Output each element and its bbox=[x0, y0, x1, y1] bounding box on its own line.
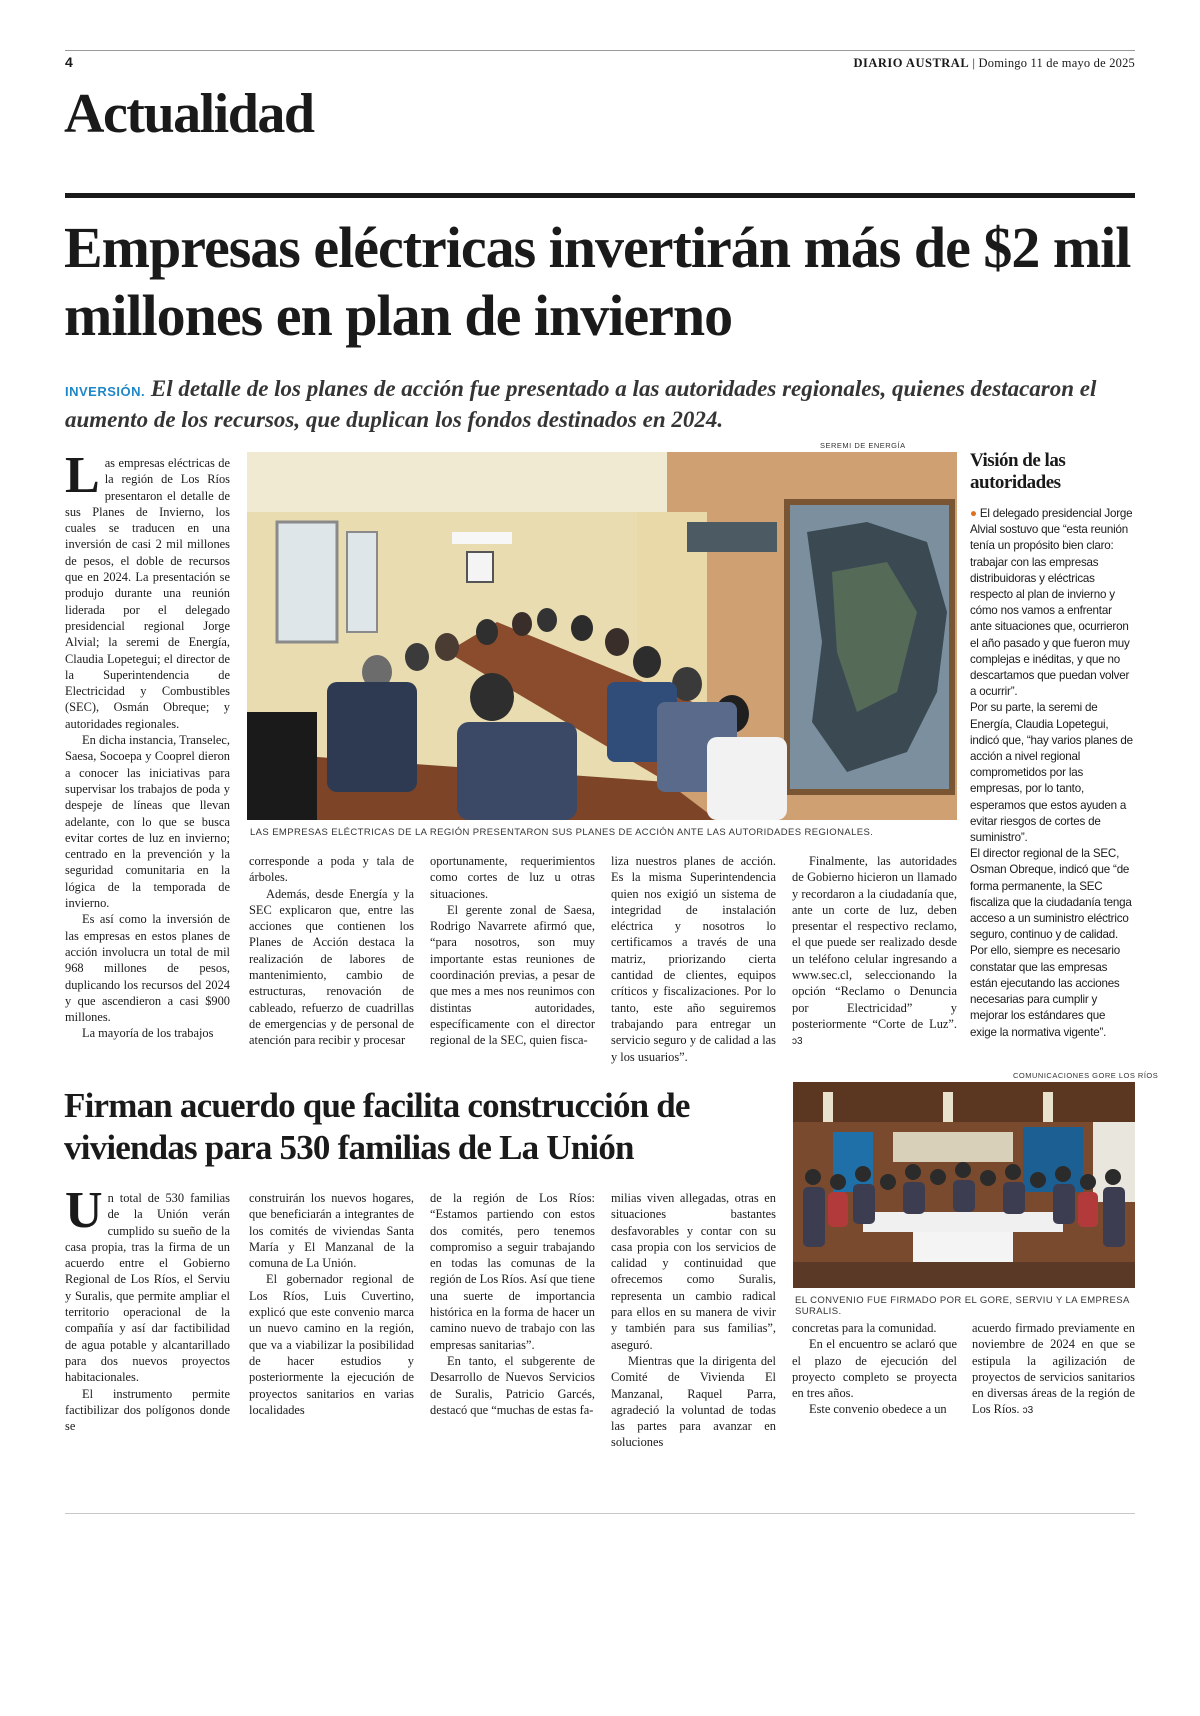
article2-paragraph: milias viven allegadas, otras en situaciones bastantes desfavorables y contar con su casa propia con los servicios de calidad y continuidad que ofrecemos como Suralis, representa un cambio radical para ellos en su manera de vivir y también para sus familias”, aseguró. bbox=[611, 1191, 776, 1352]
article1-deck-text: El detalle de los planes de acción fue presentado a las autoridades regionales, quienes destacaron el aumento de los recursos, que duplican los fondos destinados en 2024. bbox=[65, 376, 1097, 432]
signing-ceremony-photo bbox=[793, 1082, 1135, 1288]
dateline bbox=[853, 56, 1135, 71]
article2-paragraph: Mientras que la dirigenta del Comité de Vivienda El Manzanal, Raquel Parra, agradeció la voluntad de todas las partes para avanzar en soluciones bbox=[611, 1353, 776, 1450]
sidebar-paragraph: Por su parte, la seremi de Energía, Claudia Lopetegui, indicó que, “hay varios planes de acción a nivel regional comprometidos por las empresas, por lo tanto, esperamos que estos ayuden a evitar riesgos de cortes de suministro”. bbox=[970, 701, 1133, 845]
bullet-icon: ● bbox=[970, 507, 977, 520]
end-mark-icon: ↄ3 bbox=[792, 1036, 803, 1048]
article2-photo-credit: COMUNICACIONES GORE LOS RÍOS bbox=[1013, 1071, 1159, 1080]
article2-paragraph: En tanto, el subgerente de Desarrollo de Nuevos Servicios de Suralis, Patricio Garcés, destacó que “muchas de estas fa- bbox=[430, 1353, 595, 1417]
article1-headline: Empresas eléctricas invertirán más de $2 mil millones en plan de invierno bbox=[64, 215, 1131, 348]
article2-column-3 bbox=[430, 1190, 595, 1418]
article1-paragraph: oportunamente, requerimientos como cortes de luz u otras situaciones. bbox=[430, 854, 595, 901]
article2-column-6 bbox=[972, 1320, 1135, 1420]
article1-column-1 bbox=[65, 447, 230, 1042]
article2-paragraph: El gobernador regional de Los Ríos, Luis Cuvertino, explicó que este convenio marca un nuevo camino en la región, que va a viabilizar la posibilidad de hacer estudios y posteriormente la ejecución de proyectos sanitarios en varias localidades bbox=[249, 1272, 414, 1417]
article2-dropcap: U bbox=[65, 1182, 103, 1239]
dateline-separator: | bbox=[972, 56, 976, 70]
article1-paragraph: Además, desde Energía y la SEC explicaron que, entre las acciones que contienen los Planes de Acción destaca la realización de labores de mantenimiento, cambio de estructuras, renovación de cableado, refuerzo de cuadrillas de emergencias y de personal de atención para recibir y procesar bbox=[249, 886, 414, 1048]
sidebar-paragraph: El director regional de la SEC, Osman Obreque, indicó que “de forma permanente, la SEC fiscaliza que la ciudadanía tenga acceso a un suministro eléctrico seguro, continuo y de calidad. Por ello, siempre es necesario constatar que las empresas están ejecutando las acciones necesarias para cumplir y mejorar los estándares que exige la normativa vigente”. bbox=[970, 847, 1132, 1039]
sidebar-title: Visión de las autoridades bbox=[970, 450, 1066, 493]
meeting-room-photo bbox=[247, 452, 957, 820]
page-number: 4 bbox=[65, 54, 73, 70]
article2-photo bbox=[793, 1082, 1135, 1288]
article1-photo-credit: SEREMI DE ENERGÍA bbox=[820, 441, 906, 450]
bottom-rule bbox=[65, 1513, 1135, 1514]
top-rule bbox=[65, 50, 1135, 51]
article1-paragraph: El gerente zonal de Saesa, Rodrigo Navarrete afirmó que, “para nosotros, son muy importante estas reuniones de coordinación previas, a pesar de que mes a mes nos reunimos con distintas autoridades, específicamente con el director regional de la SEC, quien fisca- bbox=[430, 902, 595, 1048]
article2-headline: Firman acuerdo que facilita construcción de viviendas para 530 familias de La Unión bbox=[64, 1086, 690, 1167]
article1-paragraph: La mayoría de los trabajos bbox=[82, 1026, 214, 1041]
article1-paragraph: corresponde a poda y tala de árboles. bbox=[249, 854, 414, 885]
article2-paragraph: de la región de Los Ríos: “Estamos partiendo con estos dos comités, pero tenemos compromiso a seguir trabajando en todas las comunas de la región de Los Ríos. Así que tiene una suerte de importancia histórica en la forma de hacer un camino nuevo de trabajo con las empresas sanitarias”. bbox=[430, 1191, 595, 1352]
article1-paragraph: liza nuestros planes de acción. Es la misma Superintendencia quien nos exigió un sistema de integridad de instalación eléctrica y nosotros lo certificamos a través de una matriz, priorizando cierta cantidad de clientes, equipos críticos y fiscalizaciones. Por lo tanto, este año seguiremos trabajando para entregar un servicio seguro y de calidad a las y los usuarios”. bbox=[611, 854, 776, 1064]
publication-name: DIARIO AUSTRAL bbox=[853, 56, 970, 70]
article1-paragraph bbox=[792, 853, 957, 1051]
article2-column-4 bbox=[611, 1190, 776, 1451]
section-rule bbox=[65, 193, 1135, 198]
article2-paragraph: construirán los nuevos hogares, que beneficiarán a integrantes de los comités de viviendas Santa María y El Manzanal de la comuna de La Unión. bbox=[249, 1191, 414, 1271]
sidebar-paragraph: El delegado presidencial Jorge Alvial sostuvo que “esta reunión tenía un propósito bien claro: trabajar con las empresas distribuidoras y eléctricas respecto al plan de invierno y cómo nos vamos a enfrentar ante situaciones que, ocurrieron el año pasado y que fueron muy complejas e inéditas, y que no descartamos que puedan volver a ocurrir”. bbox=[970, 507, 1133, 699]
article2-paragraph: El instrumento permite factibilizar dos polígonos donde se bbox=[65, 1386, 230, 1434]
article1-column-3 bbox=[430, 853, 595, 1049]
article2-column-1 bbox=[65, 1182, 230, 1434]
article1-photo bbox=[247, 452, 957, 820]
article2-paragraph: En el encuentro se aclaró que el plazo de ejecución del proyecto completo se proyecta en tres años. bbox=[792, 1337, 957, 1401]
article1-column-4 bbox=[611, 853, 776, 1065]
article1-paragraph-text: Finalmente, las autoridades de Gobierno hicieron un llamado y recordaron a la ciudadanía que, ante un corte de luz, deben presentar el respectivo reclamo, el que puede ser realizado desde un teléfono celular ingresando a www.sec.cl, seleccionando la opción “Reclamo o Denuncia por Electricidad” y posteriormente “Corte de Luz”. bbox=[792, 854, 957, 1031]
article2-paragraph bbox=[972, 1320, 1135, 1420]
article1-photo-caption: LAS EMPRESAS ELÉCTRICAS DE LA REGIÓN PRESENTARON SUS PLANES DE ACCIÓN ANTE LAS AUTORIDADES REGIONALES. bbox=[250, 827, 874, 838]
article2-photo-caption: EL CONVENIO FUE FIRMADO POR EL GORE, SERVIU Y LA EMPRESA SURALIS. bbox=[795, 1295, 1130, 1317]
article1-paragraph: Es así como la inversión de las empresas en estos planes de acción involucra un total de mil 968 millones de pesos, duplicando los recursos del 2024 y que ascendieron a casi $900 millones. bbox=[65, 912, 230, 1025]
article2-paragraph: concretas para la comunidad. bbox=[792, 1321, 937, 1335]
article2-paragraph-text: acuerdo firmado previamente en noviembre de 2024 en que se estipula la agilización de proyectos de servicios sanitarios en diversas áreas de la región de Los Ríos. bbox=[972, 1321, 1135, 1417]
article1-deck bbox=[65, 375, 1135, 434]
article1-column-2 bbox=[249, 853, 414, 1049]
article1-column-5 bbox=[792, 853, 957, 1051]
article1-kicker: INVERSIÓN. bbox=[65, 384, 146, 399]
publication-date: Domingo 11 de mayo de 2025 bbox=[978, 56, 1135, 70]
article1-dropcap: L bbox=[65, 447, 100, 504]
sidebar-body bbox=[970, 506, 1135, 1041]
article2-column-2 bbox=[249, 1190, 414, 1418]
end-mark-icon: ↄ3 bbox=[1022, 1405, 1034, 1417]
article2-column-5 bbox=[792, 1320, 957, 1418]
article1-paragraph: as empresas eléctricas de la región de Los Ríos presentaron el detalle de sus Planes de Invierno, los cuales se traducen en una inversión de casi 2 mil millones de pesos, el doble de recursos que en 2024. La presentación se produjo durante una reunión liderada por el delegado presidencial regional Jorge Alvial; la seremi de Energía, Claudia Lopetegui; el director de la Superintendencia de Electricidad y Combustibles (SEC), Osmán Obreque; y autoridades regionales. bbox=[65, 456, 230, 731]
article2-paragraph: Este convenio obedece a un bbox=[809, 1402, 947, 1417]
section-title: Actualidad bbox=[64, 83, 314, 145]
article1-paragraph: En dicha instancia, Transelec, Saesa, Socoepa y Cooprel dieron a conocer las iniciativas para supervisar los trabajos de poda y despeje de líneas que llevan adelante, con lo que se busca evitar cortes de luz en invierno; centrado en la prevención y la seguridad comunitaria en la lógica de la temporada de invierno. bbox=[65, 733, 230, 911]
article2-paragraph: n total de 530 familias de la Unión verán cumplido su sueño de la casa propia, tras la firma de un acuerdo entre el Gobierno Regional de Los Ríos, el Serviu y Suralis, que permite ampliar el territorio operacional de la compañía y así dar factibilidad de agua potable y alcantarillado para dos nuevos proyectos habitacionales. bbox=[65, 1191, 230, 1385]
